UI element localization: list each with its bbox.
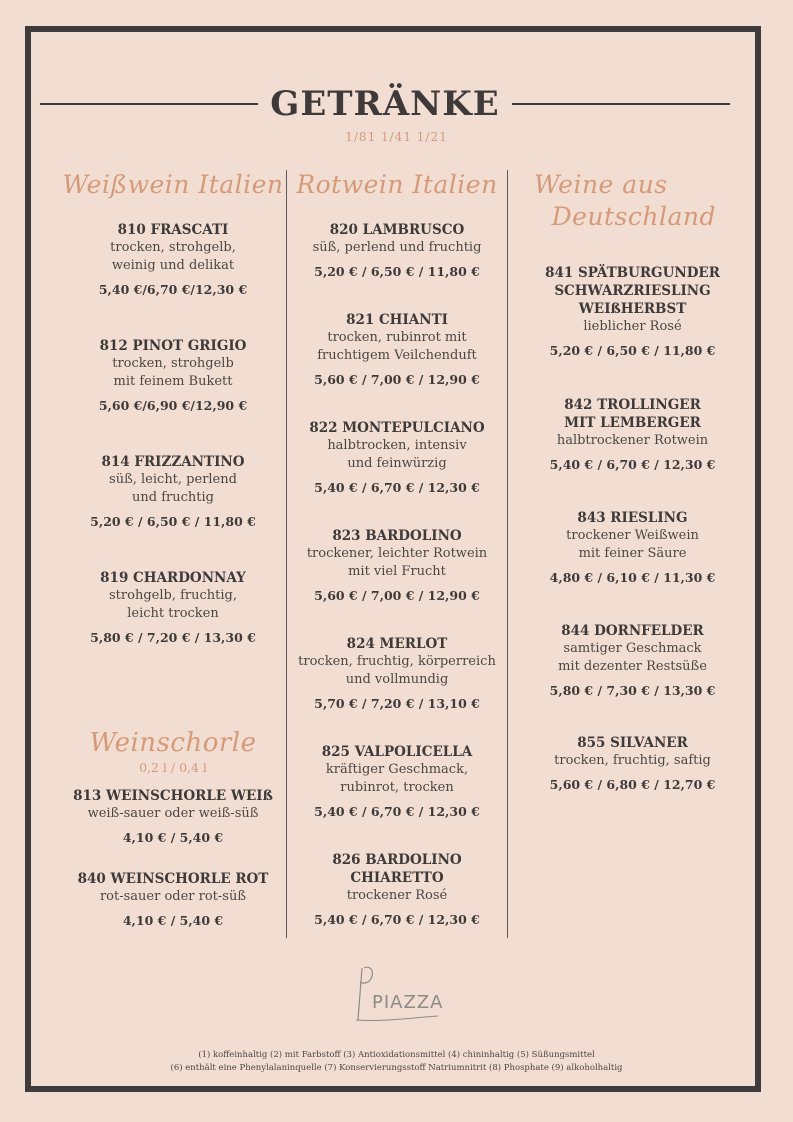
item-price: 5,60 € / 6,80 € / 12,70 € [549, 777, 716, 792]
menu-item [290, 743, 504, 820]
item-name: 812 PINOT GRIGIO [99, 338, 247, 354]
piazza-logo [350, 962, 444, 1026]
heading-rotwein-italien: Rotwein Italien [296, 170, 498, 199]
item-description: trocken, rubinrot mit [327, 330, 467, 345]
item-description: trocken, strohgelb, [110, 240, 236, 255]
item-name: 826 BARDOLINO CHIARETTO [332, 852, 462, 886]
heading-weine-aus-line2: Deutschland [551, 202, 716, 231]
menu-item [62, 453, 284, 530]
item-name: 842 TROLLINGER MIT LEMBERGER [564, 397, 701, 431]
item-description: und vollmundig [345, 672, 449, 687]
heading-weine-aus-line1: Weine aus [534, 170, 668, 199]
heading-weisswein-italien: Weißwein Italien [62, 170, 284, 199]
menu-item [290, 851, 504, 928]
item-price: 4,80 € / 6,10 € / 11,30 € [549, 570, 716, 585]
item-name: 820 LAMBRUSCO [329, 222, 465, 238]
page-title: GETRÄNKE [270, 84, 500, 124]
item-description: mit feiner Säure [578, 546, 687, 561]
item-name: 823 BARDOLINO [332, 528, 462, 544]
menu-item [62, 337, 284, 414]
footnotes [0, 1049, 793, 1075]
item-name: 840 WEINSCHORLE ROT [77, 871, 269, 887]
item-price: 5,70 € / 7,20 € / 13,10 € [314, 696, 480, 711]
item-price: 5,60 € / 7,00 € / 12,90 € [314, 372, 480, 387]
footnote-line-1: (1) koffeinhaltig (2) mit Farbstoff (3) Antioxidationsmittel (4) chininhaltig (5) Süßungsmittel [198, 1050, 595, 1060]
item-description: trocken, fruchtig, körperreich [298, 654, 496, 669]
menu-item [290, 221, 504, 280]
item-description: mit dezenter Restsüße [558, 659, 707, 674]
item-name: 844 DORNFELDER [561, 623, 704, 639]
item-name: 814 FRIZZANTINO [101, 454, 245, 470]
item-name: 822 MONTEPULCIANO [309, 420, 485, 436]
item-description: strohgelb, fruchtig, [109, 588, 237, 603]
item-price: 5,60 € / 7,00 € / 12,90 € [314, 588, 480, 603]
item-description: lieblicher Rosé [583, 319, 682, 334]
menu-item [290, 635, 504, 712]
item-price: 5,80 € / 7,20 € / 13,30 € [90, 630, 256, 645]
item-description: leicht trocken [127, 606, 219, 621]
item-price: 5,60 €/6,90 €/12,90 € [98, 398, 248, 413]
item-description: halbtrocken, intensiv [327, 438, 467, 453]
menu-item [62, 870, 284, 929]
title-rule-left [40, 103, 258, 105]
column-divider-1 [286, 170, 287, 938]
item-name: 841 SPÄTBURGUNDER SCHWARZRIESLING WEIßHERBST [545, 265, 720, 317]
item-description: trockener Weißwein [566, 528, 699, 543]
item-name: 821 CHIANTI [346, 312, 448, 328]
item-price: 5,20 € / 6,50 € / 11,80 € [90, 514, 256, 529]
item-name: 819 CHARDONNAY [100, 570, 246, 586]
menu-item [62, 221, 284, 298]
menu-item [520, 734, 745, 793]
item-description: weinig und delikat [111, 258, 235, 273]
item-name: 824 MERLOT [346, 636, 448, 652]
item-price: 5,40 € / 6,70 € / 12,30 € [314, 480, 480, 495]
item-price: 5,80 € / 7,30 € / 13,30 € [549, 683, 716, 698]
menu-item [62, 569, 284, 646]
item-price: 5,20 € / 6,50 € / 11,80 € [549, 343, 716, 358]
menu-item [290, 311, 504, 388]
size-legend: 1/81 1/41 1/21 [345, 130, 448, 144]
item-description: trockener, leichter Rotwein [306, 546, 488, 561]
item-description: halbtrockener Rotwein [556, 433, 709, 448]
title-row [40, 82, 730, 126]
item-price: 5,40 € / 6,70 € / 12,30 € [549, 457, 716, 472]
item-description: rot-sauer oder rot-süß [99, 889, 247, 904]
item-price: 5,40 €/6,70 €/12,30 € [98, 282, 248, 297]
logo-text: PIAZZA [372, 992, 444, 1013]
menu-item [520, 622, 745, 699]
item-price: 4,10 € / 5,40 € [122, 913, 224, 928]
menu-item [520, 509, 745, 586]
item-description: mit viel Frucht [348, 564, 446, 579]
item-description: süß, leicht, perlend [109, 472, 237, 487]
menu-item [290, 419, 504, 496]
item-description: weiß-sauer oder weiß-süß [87, 806, 259, 821]
item-description: fruchtigem Veilchenduft [317, 348, 477, 363]
item-description: mit feinem Bukett [113, 374, 233, 389]
menu-item [290, 527, 504, 604]
menu-item [520, 396, 745, 473]
item-description: und fruchtig [132, 490, 214, 505]
item-name: 825 VALPOLICELLA [321, 744, 473, 760]
item-name: 855 SILVANER [577, 735, 688, 751]
title-rule-right [512, 103, 730, 105]
menu-item [520, 264, 745, 359]
item-description: samtiger Geschmack [563, 641, 702, 656]
item-price: 5,20 € / 6,50 € / 11,80 € [314, 264, 480, 279]
item-description: trocken, strohgelb [112, 356, 234, 371]
item-description: rubinrot, trocken [340, 780, 454, 795]
weinschorle-sizes: 0,2 l / 0,4 l [139, 760, 207, 775]
item-description: kräftiger Geschmack, [325, 762, 469, 777]
footnote-line-2: (6) enthält eine Phenylalaninquelle (7) Konservierungsstoff Natriumnitrit (8) Phosphate (9) alkoholhaltig [170, 1063, 623, 1073]
item-name: 843 RIESLING [577, 510, 688, 526]
menu-item [62, 787, 284, 846]
item-description: süß, perlend und fruchtig [312, 240, 482, 255]
item-price: 5,40 € / 6,70 € / 12,30 € [314, 912, 480, 927]
item-name: 810 FRASCATI [117, 222, 229, 238]
column-divider-2 [507, 170, 508, 938]
item-description: trocken, fruchtig, saftig [554, 753, 711, 768]
item-price: 4,10 € / 5,40 € [122, 830, 224, 845]
item-price: 5,40 € / 6,70 € / 12,30 € [314, 804, 480, 819]
item-name: 813 WEINSCHORLE WEIß [73, 788, 273, 804]
heading-weinschorle: Weinschorle [89, 728, 257, 758]
item-description: und feinwürzig [347, 456, 447, 471]
item-description: trockener Rosé [346, 888, 448, 903]
